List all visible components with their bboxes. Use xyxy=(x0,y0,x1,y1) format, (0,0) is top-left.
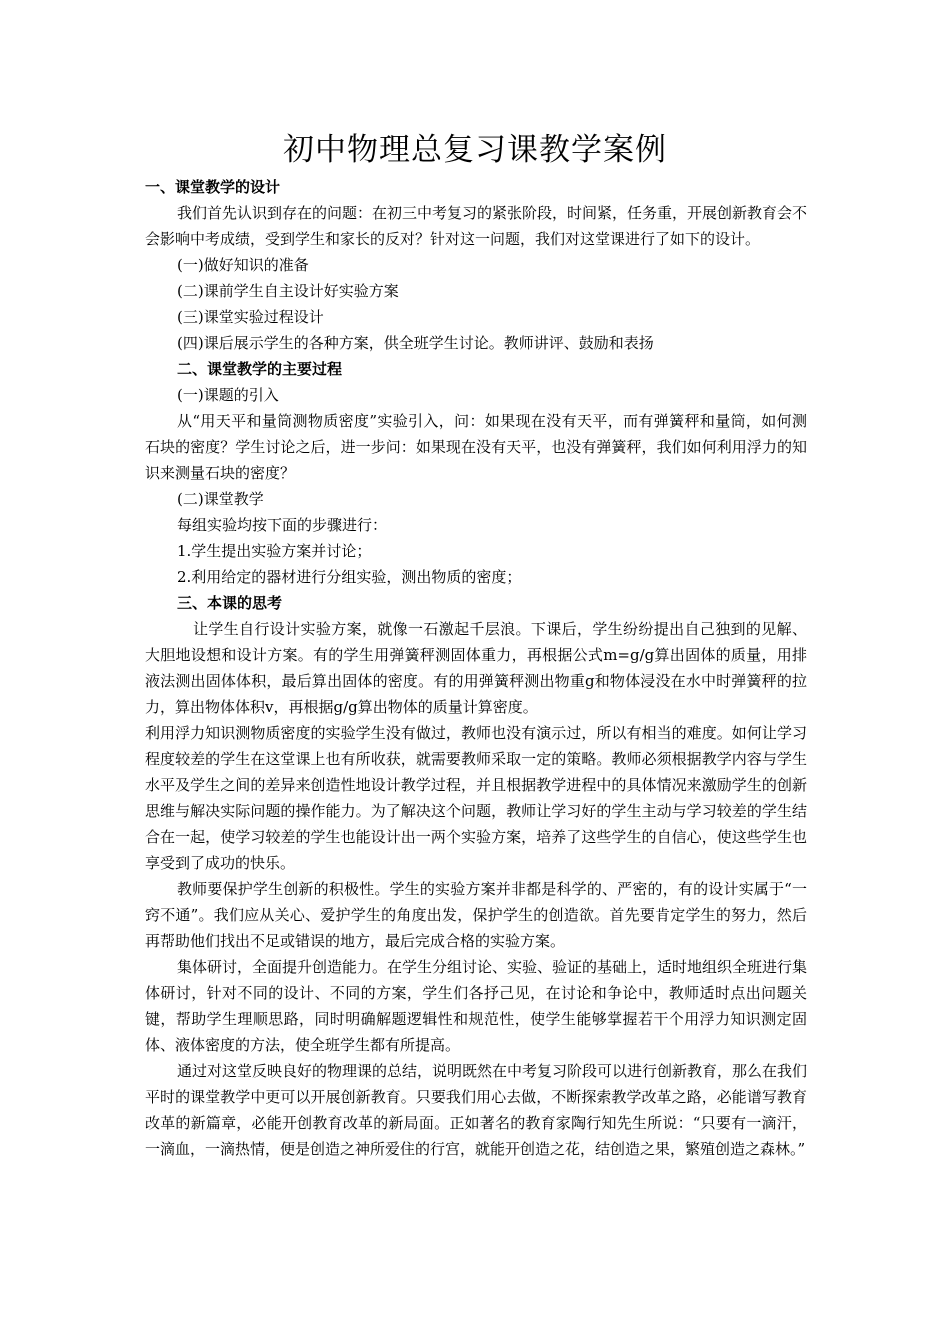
section2-sub-2: (二)课堂教学 xyxy=(177,490,264,508)
section3-paragraph-3: 教师要保护学生创新的积极性。学生的实验方案并非都是科学的、严密的，有的设计实属于“一窍不通”。我们应从关心、爱护学生的角度出发，保护学生的创造欲。首先要肯定学生的努力，然后再帮助他们找出不足或错误的地方，最后完成合格的实验方案。 xyxy=(145,880,807,950)
section1-item-3: (三)课堂实验过程设计 xyxy=(177,308,324,326)
section-heading-2: 二、课堂教学的主要过程 xyxy=(177,360,343,378)
section1-intro: 我们首先认识到存在的问题：在初三中考复习的紧张阶段，时间紧，任务重，开展创新教育会不会影响中考成绩，受到学生和家长的反对？针对这一问题，我们对这堂课进行了如下的设计。 xyxy=(145,204,808,248)
section1-item-2: (二)课前学生自主设计好实验方案 xyxy=(177,282,399,300)
section2-step-1: 1.学生提出实验方案并讨论； xyxy=(177,542,372,560)
section3-paragraph-4: 集体研讨，全面提升创造能力。在学生分组讨论、实验、验证的基础上，适时地组织全班进行集体研讨，针对不同的设计、不同的方案，学生们各抒己见，在讨论和争论中，教师适时点出问题关键，帮助学生理顺思路，同时明确解题逻辑性和规范性，使学生能够掌握若干个用浮力知识测定固体、液体密度的方法，使全班学生都有所提高。 xyxy=(145,958,808,1054)
document-body xyxy=(145,174,807,1162)
document-title: 初中物理总复习课教学案例 xyxy=(283,132,667,168)
section1-item-4: (四)课后展示学生的各种方案，供全班学生讨论。教师讲评、鼓励和表扬 xyxy=(177,334,654,352)
section3-paragraph-2: 利用浮力知识测物质密度的实验学生没有做过，教师也没有演示过，所以有相当的难度。如何让学习程度较差的学生在这堂课上也有所收获，就需要教师采取一定的策略。教师必须根据教学内容与学生水平及学生之间的差异来创造性地设计教学过程，并且根据教学进程中的具体情况来激励学生的创新思维与解决实际问题的操作能力。为了解决这个问题，教师让学习好的学生主动与学习较差的学生结合在一起，使学习较差的学生也能设计出一两个实验方案，培养了这些学生的自信心，使这些学生也享受到了成功的快乐。 xyxy=(145,724,807,872)
section1-item-1: (一)做好知识的准备 xyxy=(177,256,309,274)
section2-steps-intro: 每组实验均按下面的步骤进行： xyxy=(177,516,388,534)
section3-paragraph-5: 通过对这堂反映良好的物理课的总结，说明既然在中考复习阶段可以进行创新教育，那么在我们平时的课堂教学中更可以开展创新教育。只要我们用心去做，不断探索教学改革之路，必能谱写教育改革的新篇章，必能开创教育改革的新局面。正如著名的教育家陶行知先生所说：“只要有一滴汗，一滴血，一滴热情，便是创造之神所爱住的行宫，就能开创造之花，结创造之果，繁殖创造之森林。” xyxy=(145,1062,808,1158)
section3-paragraph-1: 让学生自行设计实验方案，就像一石激起千层浪。下课后，学生纷纷提出自己独到的见解、大胆地设想和设计方案。有的学生用弹簧秤测固体重力，再根据公式m=g/g算出固体的质量，用排液法测出固体体积，最后算出固体的密度。有的用弹簧秤测出物重g和物体浸没在水中时弹簧秤的拉力，算出物体体积v，再根据g/g算出物体的质量计算密度。 xyxy=(145,620,807,716)
section-heading-1: 一、课堂教学的设计 xyxy=(145,178,281,196)
section2-sub-1: (一)课题的引入 xyxy=(177,386,279,404)
section2-step-2: 2.利用给定的器材进行分组实验，测出物质的密度； xyxy=(177,568,522,586)
section2-paragraph-1: 从“用天平和量筒测物质密度”实验引入，问：如果现在没有天平，而有弹簧秤和量筒，如何测石块的密度？学生讨论之后，进一步问：如果现在没有天平，也没有弹簧秤，我们如何利用浮力的知识来测量石块的密度？ xyxy=(145,412,807,482)
section-heading-3: 三、本课的思考 xyxy=(177,594,283,612)
